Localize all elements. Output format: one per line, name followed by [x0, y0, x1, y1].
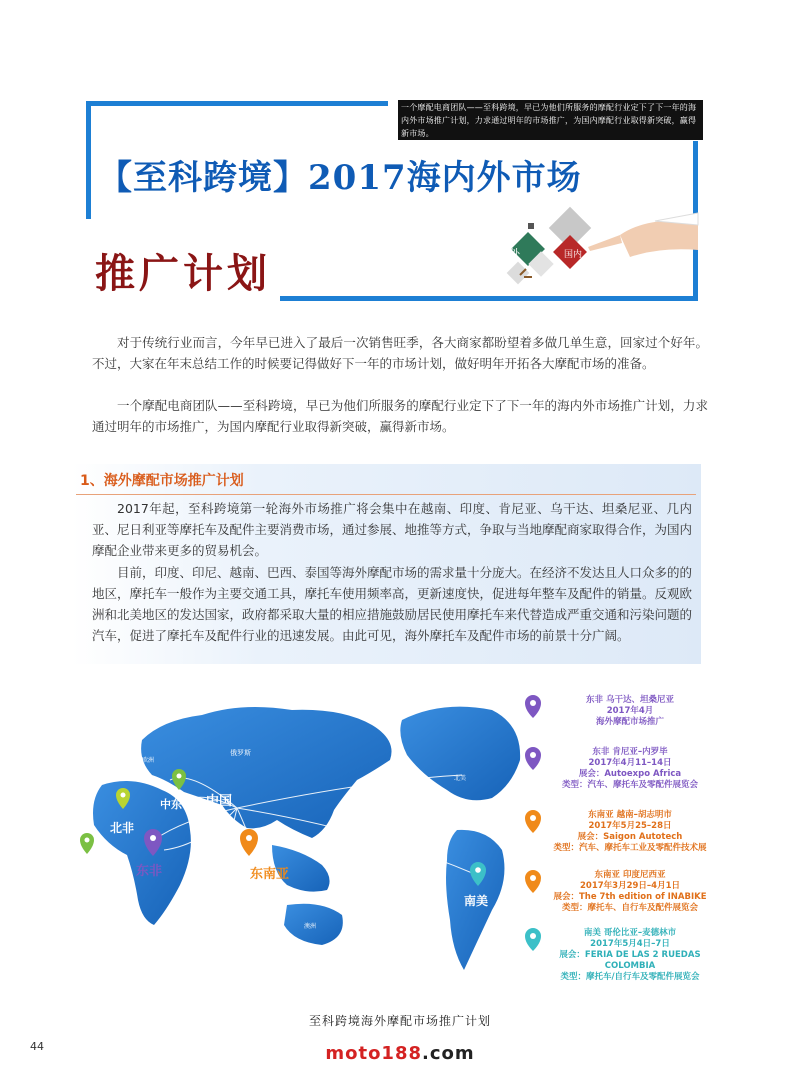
- site-watermark: [0, 1043, 800, 1064]
- legend-line: 东南亚 印度尼西亚: [594, 870, 666, 880]
- section-heading: 1、海外摩配市场推广计划: [80, 473, 244, 489]
- hero-domestic-label: 国内: [564, 250, 583, 260]
- region-label-southeast-asia: 东南亚: [250, 867, 290, 882]
- region-label-west-africa: 西非: [96, 849, 121, 863]
- legend-line: 2017年4月: [606, 706, 654, 716]
- legend-line: 2017年4月11–14日: [588, 758, 672, 768]
- legend-line: 展会：Saigon Autotech: [577, 832, 683, 842]
- legend-line: 东非 乌干达、坦桑尼亚: [586, 695, 674, 705]
- legend-line: 展会：Autoexpo Africa: [578, 769, 682, 779]
- page-title: 【至科跨境】2017海内外市场: [98, 158, 582, 198]
- frame-line: [280, 296, 698, 301]
- legend-line: 类型：汽车、摩托车及零配件展览会: [561, 780, 698, 790]
- legend-line: 类型：摩托车、自行车及配件展览会: [561, 903, 698, 913]
- page-number: 44: [30, 1040, 44, 1053]
- section-paragraph: 目前，印度、印尼、越南、巴西、泰国等海外摩配市场的需求量十分庞大。在经济不发达且人口众多的的地区，摩托车一般作为主要交通工具，摩托车使用频率高，更新速度快，促进每年整车及配件的销量。反观欧洲和北美地区的发达国家，政府都采取大量的相应措施鼓励居民使用摩托车来代替造成严重交通和污染问题的汽车，促进了摩托车及配件行业的迅速发展。由此可见，海外摩托车及配件市场的前景十分广阔。: [92, 565, 693, 643]
- legend-line: 东南亚 越南–胡志明市: [588, 810, 672, 820]
- section-paragraph: 2017年起，至科跨境第一轮海外市场推广将会集中在越南、印度、肯尼亚、乌干达、坦桑尼亚、几内亚、尼日利亚等摩托车及配件主要消费市场，通过参展、地推等方式，争取与当地摩配商家取得合作，为国内摩配企业带来更多的贸易机会。: [92, 501, 693, 558]
- intro-paragraph: 一个摩配电商团队——至科跨境，早已为他们所服务的摩配行业定下了下一年的海内外市场推广计划，力求通过明年的市场推广，为国内摩配行业取得新突破，赢得新市场。: [92, 398, 708, 434]
- frame-line: [86, 101, 91, 219]
- divider: [76, 494, 696, 495]
- page-subtitle: 推广计划: [95, 250, 271, 297]
- legend-line: 南美 哥伦比亚–麦德林市: [583, 928, 677, 938]
- map-label-china: 中国: [206, 794, 233, 809]
- legend-line: 类型：汽车、摩托车工业及零配件技术展: [553, 843, 707, 853]
- region-label-north-africa: 北非: [110, 821, 135, 835]
- region-label-east-africa: 东非: [136, 864, 163, 879]
- map-label-europe: 欧洲: [142, 757, 155, 764]
- legend-line: 东非 肯尼亚–内罗毕: [592, 747, 668, 757]
- map-label-south-africa: 南非: [132, 925, 145, 932]
- frame-line: [86, 101, 388, 106]
- world-map: [72, 680, 532, 980]
- figure-caption: 至科跨境海外摩配市场推广计划: [308, 1014, 491, 1028]
- intro-box: 一个摩配电商团队——至科跨境，早已为他们所服务的摩配行业定下了下一年的海内外市场推广计划，力求通过明年的市场推广，为国内摩配行业取得新突破，赢得新市场。: [398, 100, 703, 140]
- section-overseas-plan: [72, 464, 701, 664]
- legend-line: 类型：摩托车/自行车及零配件展览会: [560, 972, 700, 982]
- region-label-middle-east: 中东: [160, 798, 182, 811]
- map-label-russia: 俄罗斯: [230, 749, 251, 757]
- legend-line: 展会：The 7th edition of INABIKE: [553, 892, 707, 902]
- legend-line: 2017年3月29日–4月1日: [580, 881, 680, 891]
- map-label-north-america: 北美: [454, 775, 467, 782]
- site-brand: moto188: [325, 1043, 423, 1064]
- map-label-india: 印度: [192, 833, 205, 840]
- region-label-south-america: 南美: [464, 894, 489, 908]
- legend-line: 海外摩配市场推广: [595, 717, 664, 727]
- hero-illustration: [470, 195, 700, 295]
- legend-line: 2017年5月25–28日: [588, 821, 672, 831]
- map-label-australia: 澳洲: [304, 923, 317, 930]
- site-suffix: .com: [422, 1043, 475, 1064]
- hero-overseas-label: 海外: [498, 247, 520, 260]
- legend-line: 2017年5月4日–7日: [590, 939, 670, 949]
- intro-paragraph: 对于传统行业而言，今年早已进入了最后一次销售旺季，各大商家都盼望着多做几单生意，回家过个好年。不过，大家在年末总结工作的时候要记得做好下一年的市场计划，做好明年开拓各大摩配市场的准备。: [92, 335, 708, 371]
- legend-line: 展会：FERIA DE LAS 2 RUEDAS COLOMBIA: [559, 950, 701, 971]
